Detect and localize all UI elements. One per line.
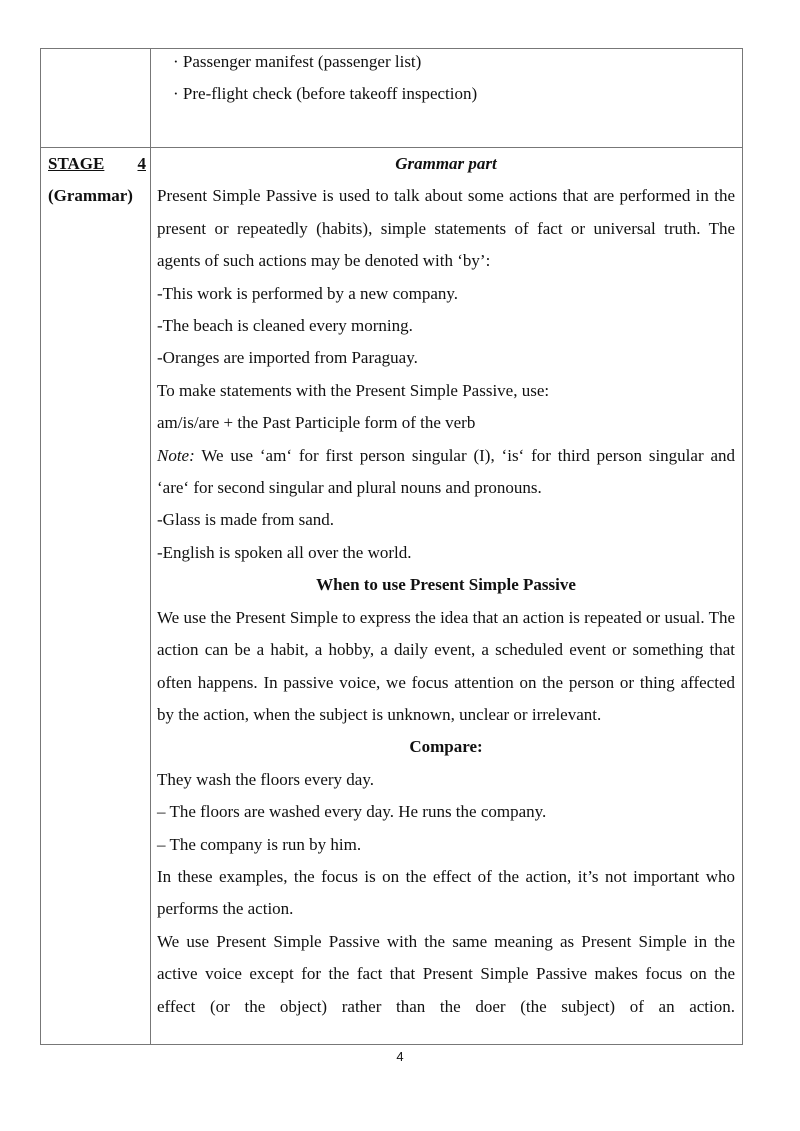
bullet-item: · Pre-flight check (before takeoff inspection)	[173, 84, 478, 103]
final-paragraph: We use Present Simple Passive with the same meaning as Present Simple in the active voice except for the fact that Present Simple Passive makes focus on the effect (or the object) rather than the doer (the subject) of an action.	[157, 931, 735, 1016]
lesson-table	[40, 48, 743, 1045]
grammar-content	[157, 148, 735, 1023]
example-line: -This work is performed by a new company.	[157, 283, 459, 303]
intro-paragraph: Present Simple Passive is used to talk about some actions that are performed in the present or repeatedly (habits), simple statements of fact or universal truth. The agents of such actions may be denoted with ‘by’:	[157, 186, 735, 271]
note-text: We use ‘am‘ for first person singular (I), ‘is‘ for third person singular and ‘are‘ for second singular and plural nouns and pronouns.	[157, 445, 735, 498]
page-number: 4	[396, 1049, 404, 1064]
example-line: -Oranges are imported from Paraguay.	[157, 348, 418, 368]
example-line: -The beach is cleaned every morning.	[157, 316, 413, 336]
compare-line: They wash the floors every day.	[157, 769, 374, 789]
grammar-heading: Grammar part	[395, 154, 497, 173]
bullet-item: · Passenger manifest (passenger list)	[173, 52, 422, 71]
example-line: -English is spoken all over the world.	[157, 542, 412, 562]
stage-cell	[48, 148, 146, 213]
when-paragraph: We use the Present Simple to express the idea that an action is repeated or usual. The action can be a habit, a hobby, a daily event, a scheduled event or something that often happens. In passive voice, we focus attention on the person or thing affected by the action, when the subject is unknown, unclear or irrelevant.	[157, 607, 735, 724]
vocabulary-cell	[151, 49, 742, 147]
compare-line: – The company is run by him.	[157, 834, 362, 854]
example-line: -Glass is made from sand.	[157, 510, 335, 530]
stage-number: 4	[137, 154, 146, 173]
when-heading: When to use Present Simple Passive	[316, 575, 576, 595]
rule-formula: am/is/are + the Past Participle form of the verb	[157, 413, 476, 433]
note-label: Note:	[157, 445, 195, 465]
stage-title	[48, 148, 146, 180]
stage-word: STAGE	[48, 154, 105, 173]
focus-paragraph: In these examples, the focus is on the effect of the action, it’s not important who performs the action.	[157, 866, 735, 919]
column-divider	[150, 49, 151, 1044]
note-paragraph	[157, 440, 735, 505]
compare-heading: Compare:	[409, 737, 483, 757]
rule-intro: To make statements with the Present Simple Passive, use:	[157, 380, 550, 400]
compare-line: – The floors are washed every day. He runs the company.	[157, 802, 547, 822]
stage-label: (Grammar)	[48, 186, 133, 206]
